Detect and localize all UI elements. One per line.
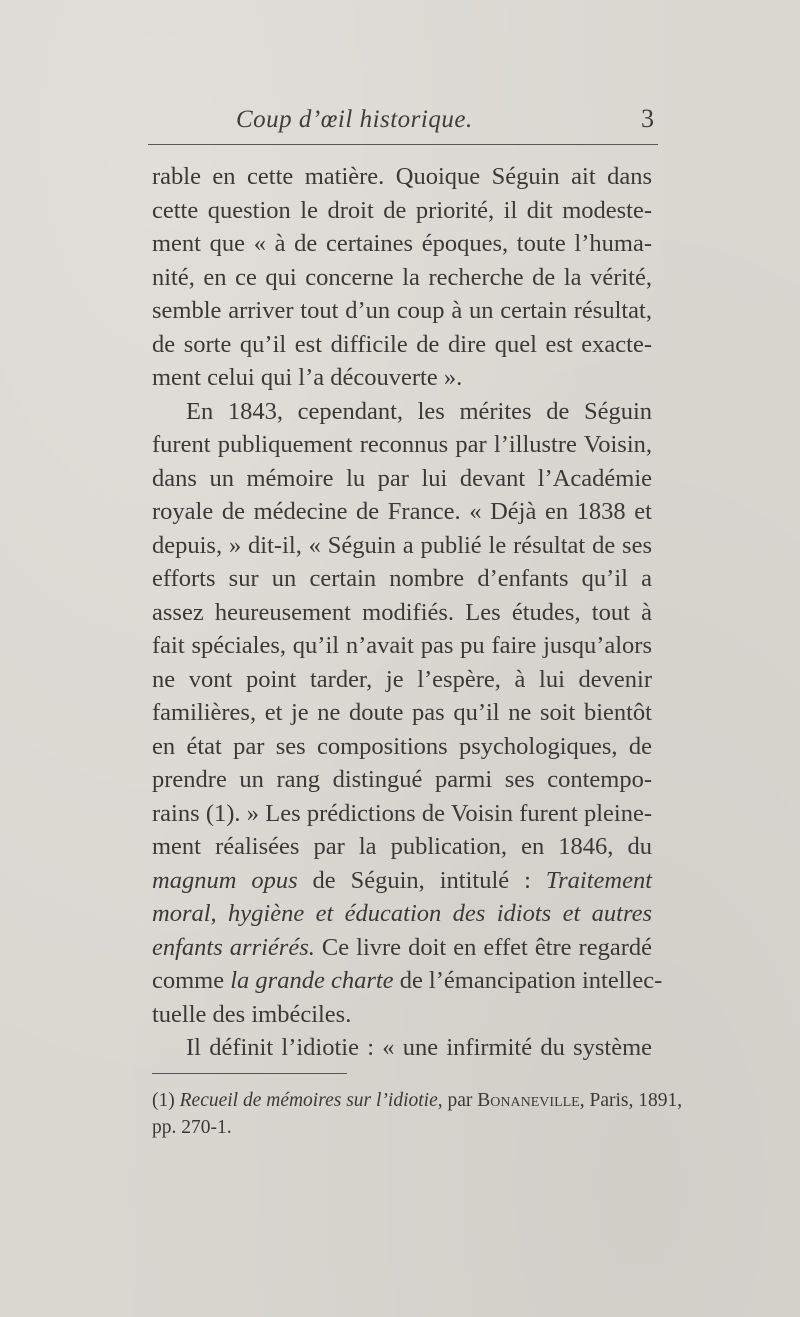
page-number: 3 bbox=[641, 104, 654, 133]
text-line: rable en cette matière. Quoique Séguin ait dans bbox=[152, 163, 652, 190]
text-line bbox=[152, 897, 652, 931]
text-line: ne vont point tarder, je l’espère, à lui devenir bbox=[152, 665, 652, 693]
running-head: Coup d’œil historique. bbox=[236, 106, 473, 133]
text-run: , par bbox=[437, 1090, 478, 1111]
text-run: Ce livre doit en effet être regardé bbox=[314, 933, 653, 961]
text-line: cette question le droit de priorité, il dit modeste- bbox=[152, 196, 652, 224]
footnote-line: pp. 270-1. bbox=[152, 1117, 232, 1138]
text-line: prendre un rang distingué parmi ses contempo- bbox=[152, 766, 652, 793]
text-line: efforts sur un certain nombre d’enfants qu’il a bbox=[152, 565, 652, 592]
text-line bbox=[152, 864, 652, 898]
italic-text: Traitement bbox=[545, 866, 652, 894]
footnote-title: Recueil de mémoires sur l’idiotie bbox=[179, 1090, 438, 1111]
text-run: , Paris, 1891, bbox=[579, 1090, 683, 1111]
footnote-marker: (1) bbox=[152, 1090, 180, 1111]
footnote-author: Bonaneville bbox=[477, 1090, 580, 1111]
text-line: ment que « à de certaines époques, toute l’huma- bbox=[152, 230, 652, 257]
italic-text: la grande charte bbox=[230, 967, 394, 994]
footnote-rule bbox=[152, 1073, 347, 1074]
text-run: de Séguin, intitulé : bbox=[297, 866, 546, 894]
text-line: En 1843, cependant, les mérites de Séguin bbox=[186, 397, 652, 425]
text-line: fait spéciales, qu’il n’avait pas pu faire jusqu’alors bbox=[152, 632, 652, 659]
page-header bbox=[148, 100, 658, 145]
text-line: familières, et je ne doute pas qu’il ne soit bientôt bbox=[152, 699, 652, 726]
text-line: royale de médecine de France. « Déjà en 1838 et bbox=[152, 498, 652, 525]
text-line: nité, en ce qui concerne la recherche de la vérité, bbox=[152, 263, 652, 291]
text-line: en état par ses compositions psychologiques, de bbox=[152, 732, 652, 760]
text-line: Il définit l’idiotie : « une infirmité du système bbox=[186, 1034, 652, 1061]
text-line: semble arriver tout d’un coup à un certain résultat, bbox=[152, 297, 652, 324]
text-line: ment celui qui l’a découverte ». bbox=[152, 364, 463, 391]
footnote-line bbox=[152, 1087, 683, 1115]
text-line: rains (1). » Les prédictions de Voisin furent pleine- bbox=[152, 799, 652, 827]
italic-text: enfants arriérés. bbox=[152, 933, 315, 961]
text-line: assez heureusement modifiés. Les études, tout à bbox=[152, 598, 652, 626]
text-line: de sorte qu’il est difficile de dire quel est exacte- bbox=[152, 330, 652, 358]
text-line: dans un mémoire lu par lui devant l’Académie bbox=[152, 464, 652, 492]
text-line: ment réalisées par la publication, en 1846, du bbox=[152, 833, 652, 860]
text-run: de l’émancipation intellec- bbox=[393, 967, 663, 994]
text-line bbox=[152, 964, 663, 998]
text-run: comme bbox=[152, 967, 231, 994]
italic-text: moral, hygiène et éducation des idiots et autres bbox=[152, 900, 652, 927]
text-line: furent publiquement reconnus par l’illustre Voisin, bbox=[152, 431, 652, 458]
text-line: depuis, » dit-il, « Séguin a publié le résultat de ses bbox=[152, 531, 652, 559]
italic-text: magnum opus bbox=[152, 866, 298, 894]
text-line: tuelle des imbéciles. bbox=[152, 1000, 352, 1028]
text-line bbox=[152, 931, 652, 965]
